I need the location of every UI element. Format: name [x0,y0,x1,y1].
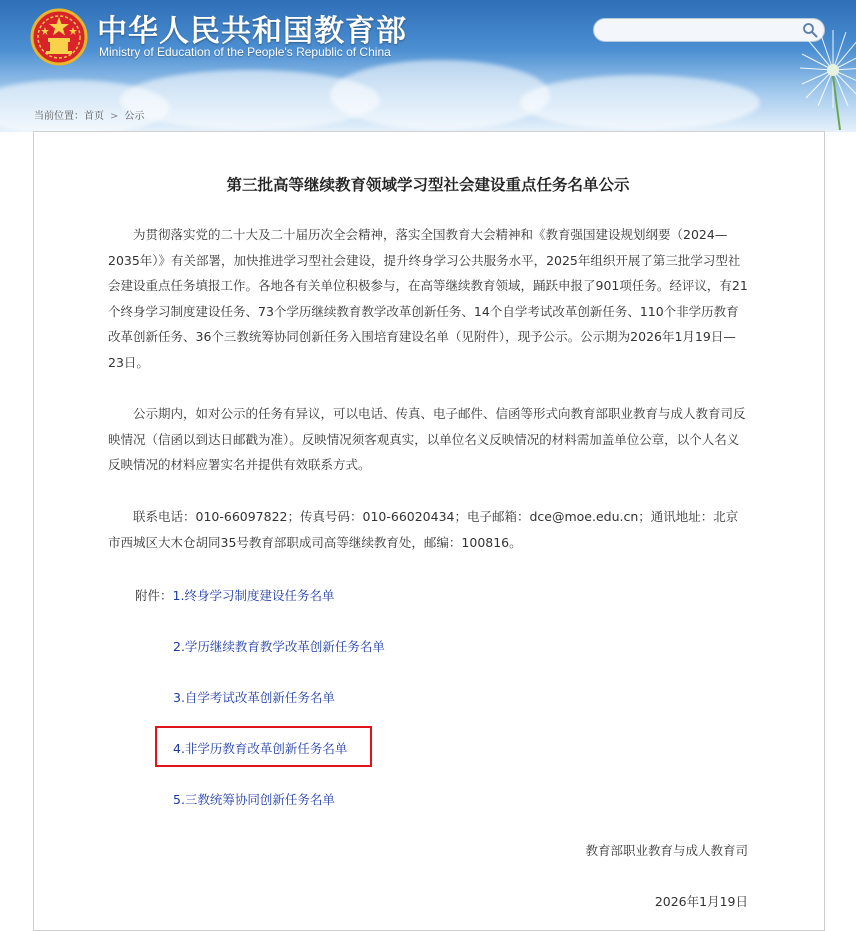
article-paragraph-contact: 联系电话：010-66097822；传真号码：010-66020434；电子邮箱：dce@moe.edu.cn；通讯地址：北京市西城区大木仓胡同35号教育部职成司高等继续教育处，邮编：100816。 [108,509,739,550]
article-paragraph-objection: 公示期内，如对公示的任务有异议，可以电话、传真、电子邮件、信函等形式向教育部职业教育与成人教育司反映情况（信函以到达日邮戳为准）。反映情况须客观真实，以单位名义反映情况的材料需加盖单位公章，以个人名义反映情况的材料应署实名并提供有效联系方式。 [108,406,746,472]
attachment-row-3 [173,688,335,706]
attachment-link-3[interactable]: 3.自学考试改革创新任务名单 [173,690,335,705]
breadcrumb-prefix: 当前位置： [34,111,84,122]
site-title: 中华人民共和国教育部 [97,14,407,49]
breadcrumb [34,107,144,122]
cloud-decoration [520,75,760,130]
attachment-link-4[interactable]: 4.非学历教育改革创新任务名单 [173,741,348,756]
article-signature: 教育部职业教育与成人教育司 [585,843,748,858]
attachments-label: 附件： [135,588,173,603]
attachment-row-5 [173,790,335,808]
dandelion-decoration-icon [788,20,856,130]
attachment-link-1[interactable]: 1.终身学习制度建设任务名单 [172,588,335,603]
article-date: 2026年1月19日 [654,894,748,909]
search-input[interactable] [604,21,793,41]
attachment-link-5[interactable]: 5.三教统筹协同创新任务名单 [173,792,335,807]
attachment-link-2[interactable]: 2.学历继续教育教学改革创新任务名单 [173,639,385,654]
site-header [0,0,856,132]
national-emblem-icon[interactable] [30,8,88,66]
attachment-row-2 [173,637,385,655]
site-subtitle: Ministry of Education of the People's Republic of China [99,45,391,59]
breadcrumb-separator: > [110,111,119,122]
article-title: 第三批高等继续教育领域学习型社会建设重点任务名单公示 [226,176,630,194]
breadcrumb-notice-link[interactable]: 公示 [124,111,145,122]
attachment-row-1 [135,586,334,604]
highlight-annotation-box [155,726,372,767]
article-paragraph-intro: 为贯彻落实党的二十大及二十届历次全会精神，落实全国教育大会精神和《教育强国建设规划纲要（2024—2035年）》有关部署，加快推进学习型社会建设，提升终身学习公共服务水平，2025年组织开展了第三批学习型社会建设重点任务填报工作。各地各有关单位积极参与，在高等继续教育领域，踊跃申报了901项任务。经评议，有21个终身学习制度建设任务、73个学历继续教育教学改革创新任务、14个自学考试改革创新任务、110个非学历教育改革创新任务、36个三教统筹协同创新任务入围培育建设名单（见附件），现予公示。公示期为2026年1月19日—23日。 [108,227,748,370]
breadcrumb-home-link[interactable]: 首页 [84,111,104,122]
cloud-decoration [330,60,550,130]
